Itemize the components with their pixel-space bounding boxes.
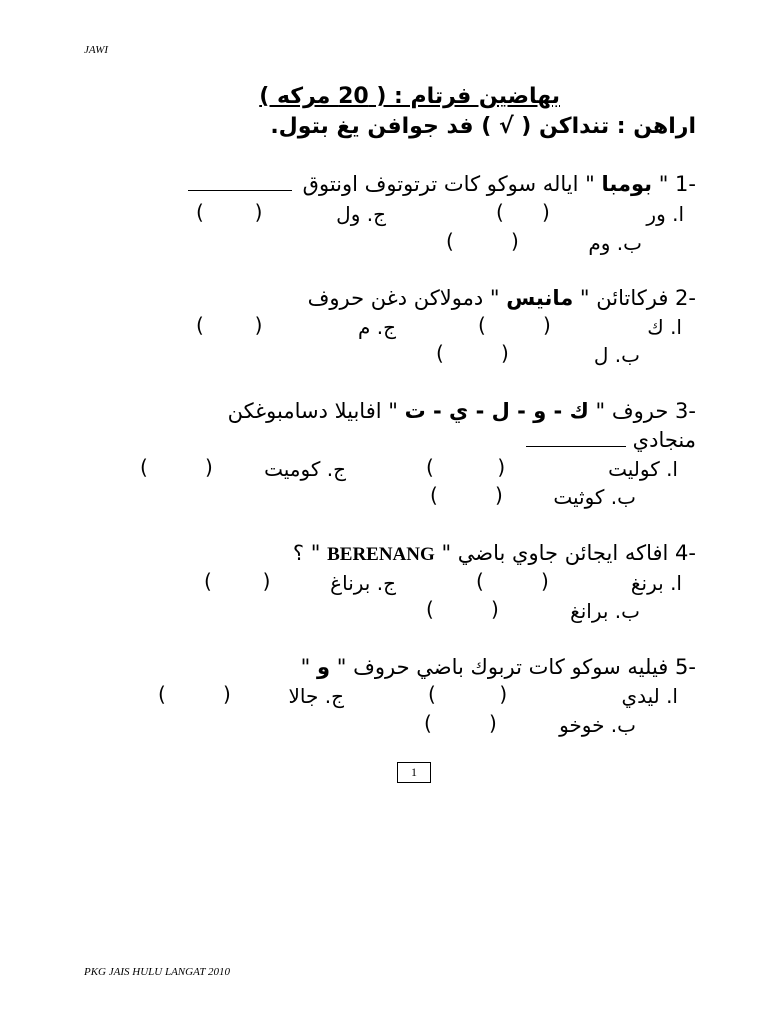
q4-option-a: ا. برنغ (630, 571, 682, 595)
q4-option-b-checkbox[interactable]: ( ) (426, 597, 499, 621)
q2-option-c: ج. م (357, 315, 396, 339)
question-keyword: بومبا (601, 172, 652, 196)
question-number: -1 (675, 172, 696, 196)
q3-option-a-checkbox[interactable]: ( ) (426, 455, 506, 479)
q4-option-c-checkbox[interactable]: ( ) (204, 569, 271, 593)
q2-option-b: ب. ل (593, 343, 640, 367)
q2-option-c-checkbox[interactable]: ( ) (196, 313, 263, 337)
question-text-cont: منجادي (632, 428, 696, 452)
q1-option-c-checkbox[interactable]: ( ) (196, 200, 263, 224)
question-text-pre: فيليه سوكو كات تربوك باضي حروف " (336, 655, 669, 679)
question-1 (188, 172, 696, 196)
q4-option-a-checkbox[interactable]: ( ) (476, 569, 549, 593)
question-keyword: مانيس (506, 286, 574, 310)
q5-option-c: ج. جالا (288, 684, 344, 708)
q1-option-b-checkbox[interactable]: ( ) (446, 229, 519, 253)
question-keyword: ك - و - ل - ي - ت (404, 399, 589, 423)
question-number: -3 (675, 399, 696, 423)
q5-option-a: ا. ليدي (621, 684, 678, 708)
question-text-post: " دمولاكن دغن حروف (307, 286, 500, 310)
question-5 (301, 655, 696, 679)
q5-option-b: ب. خوخو (559, 713, 636, 737)
question-number: -5 (675, 655, 696, 679)
q1-option-a-checkbox[interactable]: ( ) (496, 200, 550, 224)
question-text-post: " اياله سوكو كات ترتوتوف اونتوق (302, 172, 595, 196)
q1-option-b: ب. وم (588, 231, 642, 255)
question-text-pre: فركاتائن " (579, 286, 669, 310)
q2-option-a: ا. ك (647, 315, 682, 339)
question-keyword: و (317, 655, 331, 679)
question-text-pre: افاكه ايجائن جاوي باضي " (441, 541, 669, 565)
question-text-post: " افابيلا دسامبوغكن (227, 399, 398, 423)
q3-option-b: ب. كوثيت (553, 485, 636, 509)
question-3 (228, 399, 696, 423)
question-number: -2 (675, 286, 696, 310)
q3-option-a: ا. كوليت (608, 457, 678, 481)
question-latin-word: BERENANG (327, 544, 435, 565)
answer-blank[interactable] (188, 174, 292, 191)
q4-option-b: ب. برانغ (570, 599, 640, 623)
question-2 (308, 286, 696, 310)
q1-option-a: ا. ور (646, 202, 684, 226)
q5-option-b-checkbox[interactable]: ( ) (424, 711, 497, 735)
q5-option-a-checkbox[interactable]: ( ) (428, 682, 508, 706)
footer-label: PKG JAIS HULU LANGAT 2010 (84, 966, 231, 978)
question-text-pre: " (658, 172, 669, 196)
question-text-pre: حروف " (595, 399, 669, 423)
q3-option-c: ج. كوميت (264, 457, 346, 481)
q4-option-c: ج. برناغ (330, 571, 396, 595)
q1-option-c: ج. ول (336, 202, 386, 226)
header-label: JAWI (84, 44, 109, 56)
page-number: 1 (397, 762, 431, 783)
answer-blank[interactable] (526, 432, 626, 447)
question-4 (293, 541, 696, 566)
question-number: -4 (675, 541, 696, 565)
question-text-post: " ؟ (292, 541, 321, 565)
question-text-post: " (300, 655, 311, 679)
q3-option-c-checkbox[interactable]: ( ) (140, 455, 213, 479)
q5-option-c-checkbox[interactable]: ( ) (158, 682, 231, 706)
section-title: بهاضين فرتام : ( 20 مركه ) (259, 84, 560, 109)
q2-option-b-checkbox[interactable]: ( ) (436, 341, 509, 365)
q3-option-b-checkbox[interactable]: ( ) (430, 483, 503, 507)
question-3-line-2 (526, 428, 696, 452)
instruction: اراهن : تنداكن ( √ ) فد جوافن يغ بتول. (270, 114, 696, 139)
q2-option-a-checkbox[interactable]: ( ) (478, 313, 551, 337)
